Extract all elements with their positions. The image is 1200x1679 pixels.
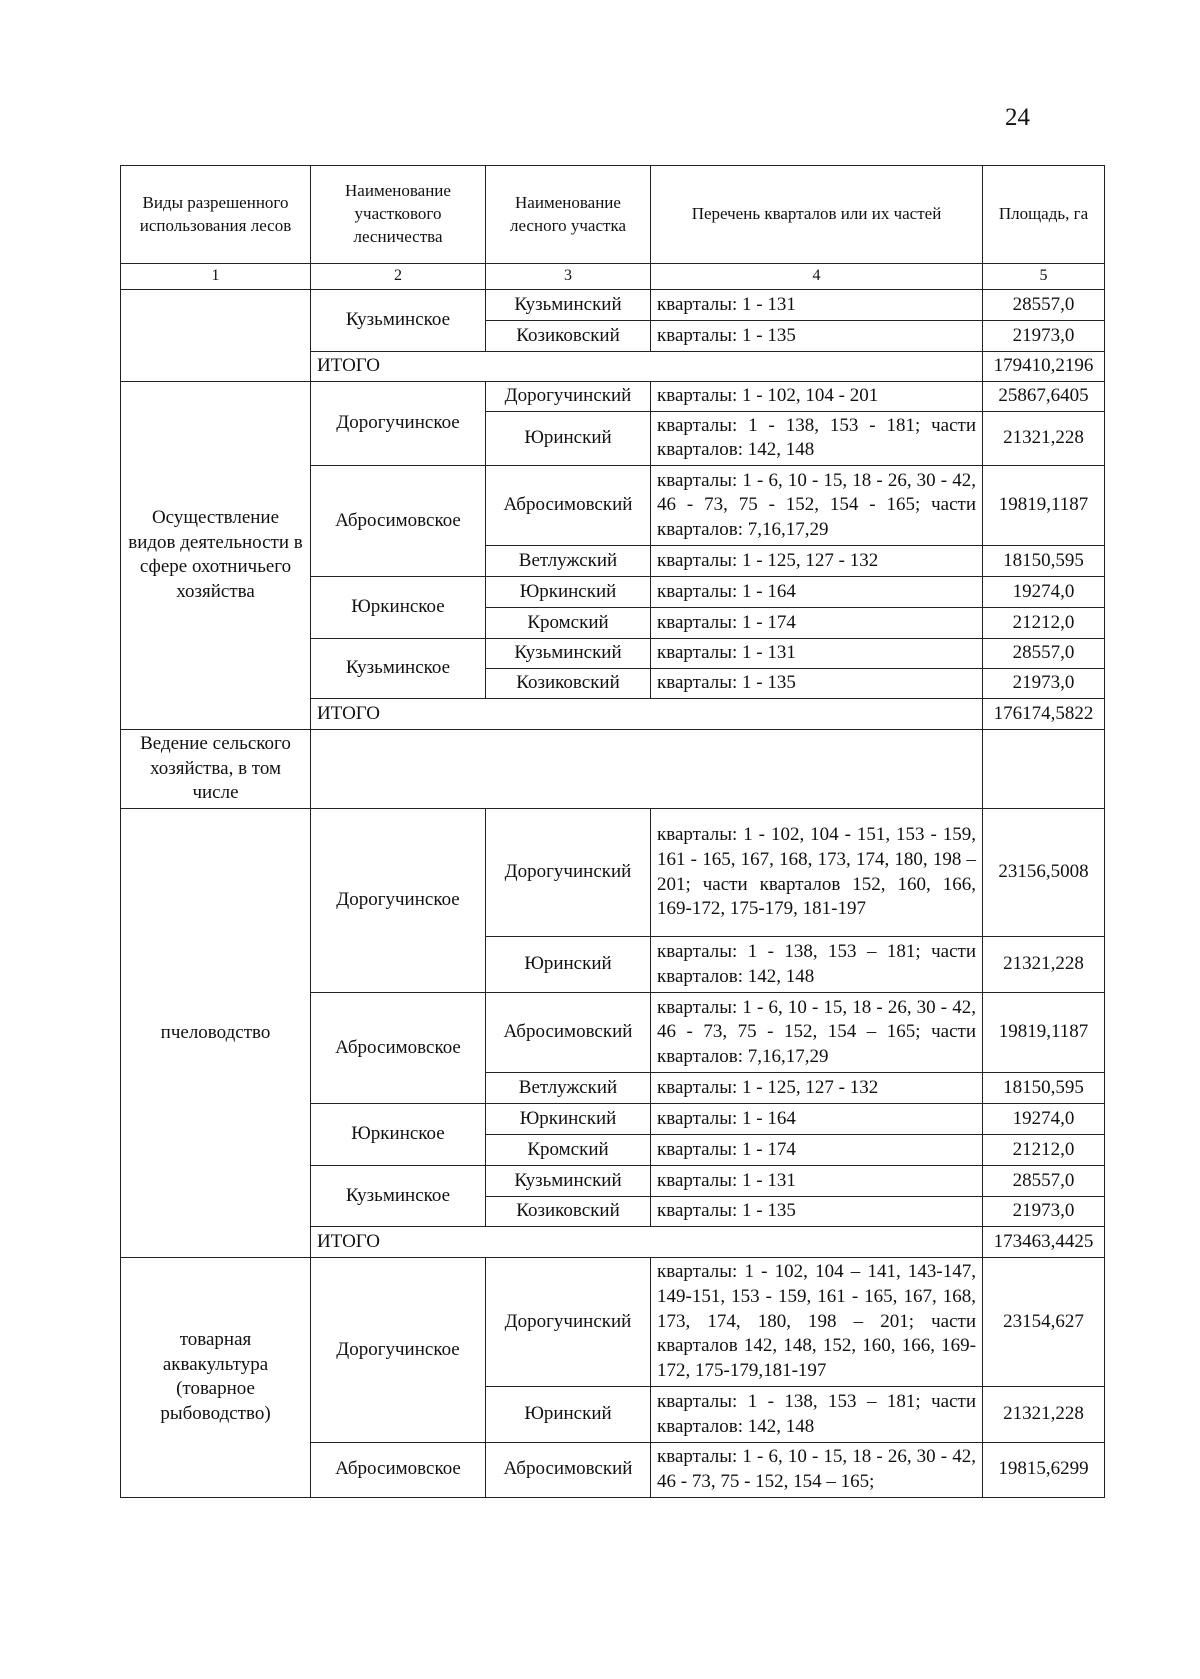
column-number: 3: [486, 264, 651, 290]
plot-cell: Юринский: [486, 411, 651, 465]
quarters-cell: кварталы: 1 - 102, 104 – 141, 143-147, 149-151, 153 - 159, 161 - 165, 167, 168, 173, 174, 180, 198 – 201; части кварталов 142, 148, 152, 160, 166, 169-172, 175-179,181-197: [651, 1258, 983, 1387]
plot-cell: Кузьминский: [486, 290, 651, 321]
forestry-cell: Дорогучинское: [311, 809, 486, 993]
table-row: [121, 809, 1105, 937]
page-number: 24: [1005, 104, 1030, 131]
table-row: [121, 730, 1105, 809]
forestry-cell: Юркинское: [311, 577, 486, 639]
table-row: [121, 290, 1105, 321]
header-row: [121, 166, 1105, 264]
category-cell: пчеловодство: [121, 809, 311, 1258]
plot-cell: Кромский: [486, 1135, 651, 1166]
plot-cell: Юркинский: [486, 577, 651, 608]
plot-cell: Дорогучинский: [486, 809, 651, 937]
quarters-cell: кварталы: 1 - 138, 153 – 181; части кварталов: 142, 148: [651, 1387, 983, 1443]
header-cell: Перечень кварталов или их частей: [651, 166, 983, 264]
category-cell: товарная аквакультура (товарное рыбоводство): [121, 1258, 311, 1497]
quarters-cell: кварталы: 1 - 131: [651, 1166, 983, 1197]
table-row: [121, 1258, 1105, 1387]
quarters-cell: кварталы: 1 - 138, 153 – 181; части кварталов: 142, 148: [651, 937, 983, 993]
area-cell: 19815,6299: [983, 1443, 1105, 1497]
plot-cell: Дорогучинский: [486, 381, 651, 411]
area-cell: 25867,6405: [983, 381, 1105, 411]
forestry-cell: Кузьминское: [311, 639, 486, 699]
quarters-cell: кварталы: 1 - 138, 153 - 181; части кварталов: 142, 148: [651, 411, 983, 465]
forestry-cell: Дорогучинское: [311, 381, 486, 465]
quarters-cell: кварталы: 1 - 125, 127 - 132: [651, 1073, 983, 1104]
area-cell: 18150,595: [983, 1073, 1105, 1104]
area-cell: 21973,0: [983, 1197, 1105, 1227]
plot-cell: Абросимовский: [486, 466, 651, 546]
quarters-cell: кварталы: 1 - 135: [651, 321, 983, 352]
area-cell: 28557,0: [983, 639, 1105, 669]
total-label: ИТОГО: [311, 699, 983, 730]
area-cell: 19274,0: [983, 1104, 1105, 1135]
plot-cell: Ветлужский: [486, 1073, 651, 1104]
area-cell: 18150,595: [983, 546, 1105, 577]
area-cell: 21321,228: [983, 937, 1105, 993]
forestry-cell: Кузьминское: [311, 1166, 486, 1227]
column-number: 5: [983, 264, 1105, 290]
forestry-cell: Кузьминское: [311, 290, 486, 352]
total-value: 173463,4425: [983, 1227, 1105, 1258]
quarters-cell: кварталы: 1 - 102, 104 - 201: [651, 381, 983, 411]
plot-cell: Козиковский: [486, 669, 651, 699]
forest-use-table: [120, 165, 1105, 1498]
plot-cell: Козиковский: [486, 1197, 651, 1227]
plot-cell: Кузьминский: [486, 1166, 651, 1197]
quarters-cell: кварталы: 1 - 102, 104 - 151, 153 - 159, 161 - 165, 167, 168, 173, 174, 180, 198 – 201; части кварталов 152, 160, 166, 169-172, 175-179, 181-197: [651, 809, 983, 937]
area-cell: 23154,627: [983, 1258, 1105, 1387]
quarters-cell: кварталы: 1 - 131: [651, 639, 983, 669]
plot-cell: Ветлужский: [486, 546, 651, 577]
quarters-cell: кварталы: 1 - 6, 10 - 15, 18 - 26, 30 - 42, 46 - 73, 75 - 152, 154 – 165;: [651, 1443, 983, 1497]
total-label: ИТОГО: [311, 1227, 983, 1258]
total-label: ИТОГО: [311, 352, 983, 382]
plot-cell: Дорогучинский: [486, 1258, 651, 1387]
forestry-cell: Дорогучинское: [311, 1258, 486, 1443]
header-cell: Площадь, га: [983, 166, 1105, 264]
quarters-cell: кварталы: 1 - 135: [651, 1197, 983, 1227]
plot-cell: Абросимовский: [486, 993, 651, 1073]
area-cell: 19819,1187: [983, 466, 1105, 546]
plot-cell: Козиковский: [486, 321, 651, 352]
area-cell: 21321,228: [983, 1387, 1105, 1443]
column-number-row: [121, 264, 1105, 290]
quarters-cell: кварталы: 1 - 6, 10 - 15, 18 - 26, 30 - 42, 46 - 73, 75 - 152, 154 – 165; части кварталов: 7,16,17,29: [651, 993, 983, 1073]
quarters-cell: кварталы: 1 - 174: [651, 1135, 983, 1166]
plot-cell: Юркинский: [486, 1104, 651, 1135]
table-row: [121, 381, 1105, 411]
forestry-cell: Абросимовское: [311, 466, 486, 577]
forestry-cell: Абросимовское: [311, 1443, 486, 1497]
category-cell: Ведение сельского хозяйства, в том числе: [121, 730, 311, 809]
forestry-cell: Юркинское: [311, 1104, 486, 1166]
plot-cell: Кромский: [486, 608, 651, 639]
plot-cell: Кузьминский: [486, 639, 651, 669]
quarters-cell: кварталы: 1 - 174: [651, 608, 983, 639]
area-cell: 21973,0: [983, 321, 1105, 352]
empty-cell: [983, 730, 1105, 809]
header-cell: Виды разрешенного использования лесов: [121, 166, 311, 264]
column-number: 1: [121, 264, 311, 290]
area-cell: 28557,0: [983, 290, 1105, 321]
category-cell: Осуществление видов деятельности в сфере охотничьего хозяйства: [121, 381, 311, 729]
area-cell: 28557,0: [983, 1166, 1105, 1197]
empty-cell: [311, 730, 983, 809]
quarters-cell: кварталы: 1 - 6, 10 - 15, 18 - 26, 30 - 42, 46 - 73, 75 - 152, 154 - 165; части кварталов: 7,16,17,29: [651, 466, 983, 546]
quarters-cell: кварталы: 1 - 131: [651, 290, 983, 321]
column-number: 4: [651, 264, 983, 290]
total-value: 179410,2196: [983, 352, 1105, 382]
column-number: 2: [311, 264, 486, 290]
area-cell: 19819,1187: [983, 993, 1105, 1073]
forestry-cell: Абросимовское: [311, 993, 486, 1104]
area-cell: 19274,0: [983, 577, 1105, 608]
quarters-cell: кварталы: 1 - 135: [651, 669, 983, 699]
header-cell: Наименование участкового лесничества: [311, 166, 486, 264]
plot-cell: Абросимовский: [486, 1443, 651, 1497]
total-value: 176174,5822: [983, 699, 1105, 730]
header-cell: Наименование лесного участка: [486, 166, 651, 264]
area-cell: 21212,0: [983, 1135, 1105, 1166]
category-cell-empty: [121, 290, 311, 382]
area-cell: 21321,228: [983, 411, 1105, 465]
area-cell: 21212,0: [983, 608, 1105, 639]
quarters-cell: кварталы: 1 - 164: [651, 1104, 983, 1135]
plot-cell: Юринский: [486, 1387, 651, 1443]
plot-cell: Юринский: [486, 937, 651, 993]
quarters-cell: кварталы: 1 - 125, 127 - 132: [651, 546, 983, 577]
area-cell: 21973,0: [983, 669, 1105, 699]
area-cell: 23156,5008: [983, 809, 1105, 937]
quarters-cell: кварталы: 1 - 164: [651, 577, 983, 608]
